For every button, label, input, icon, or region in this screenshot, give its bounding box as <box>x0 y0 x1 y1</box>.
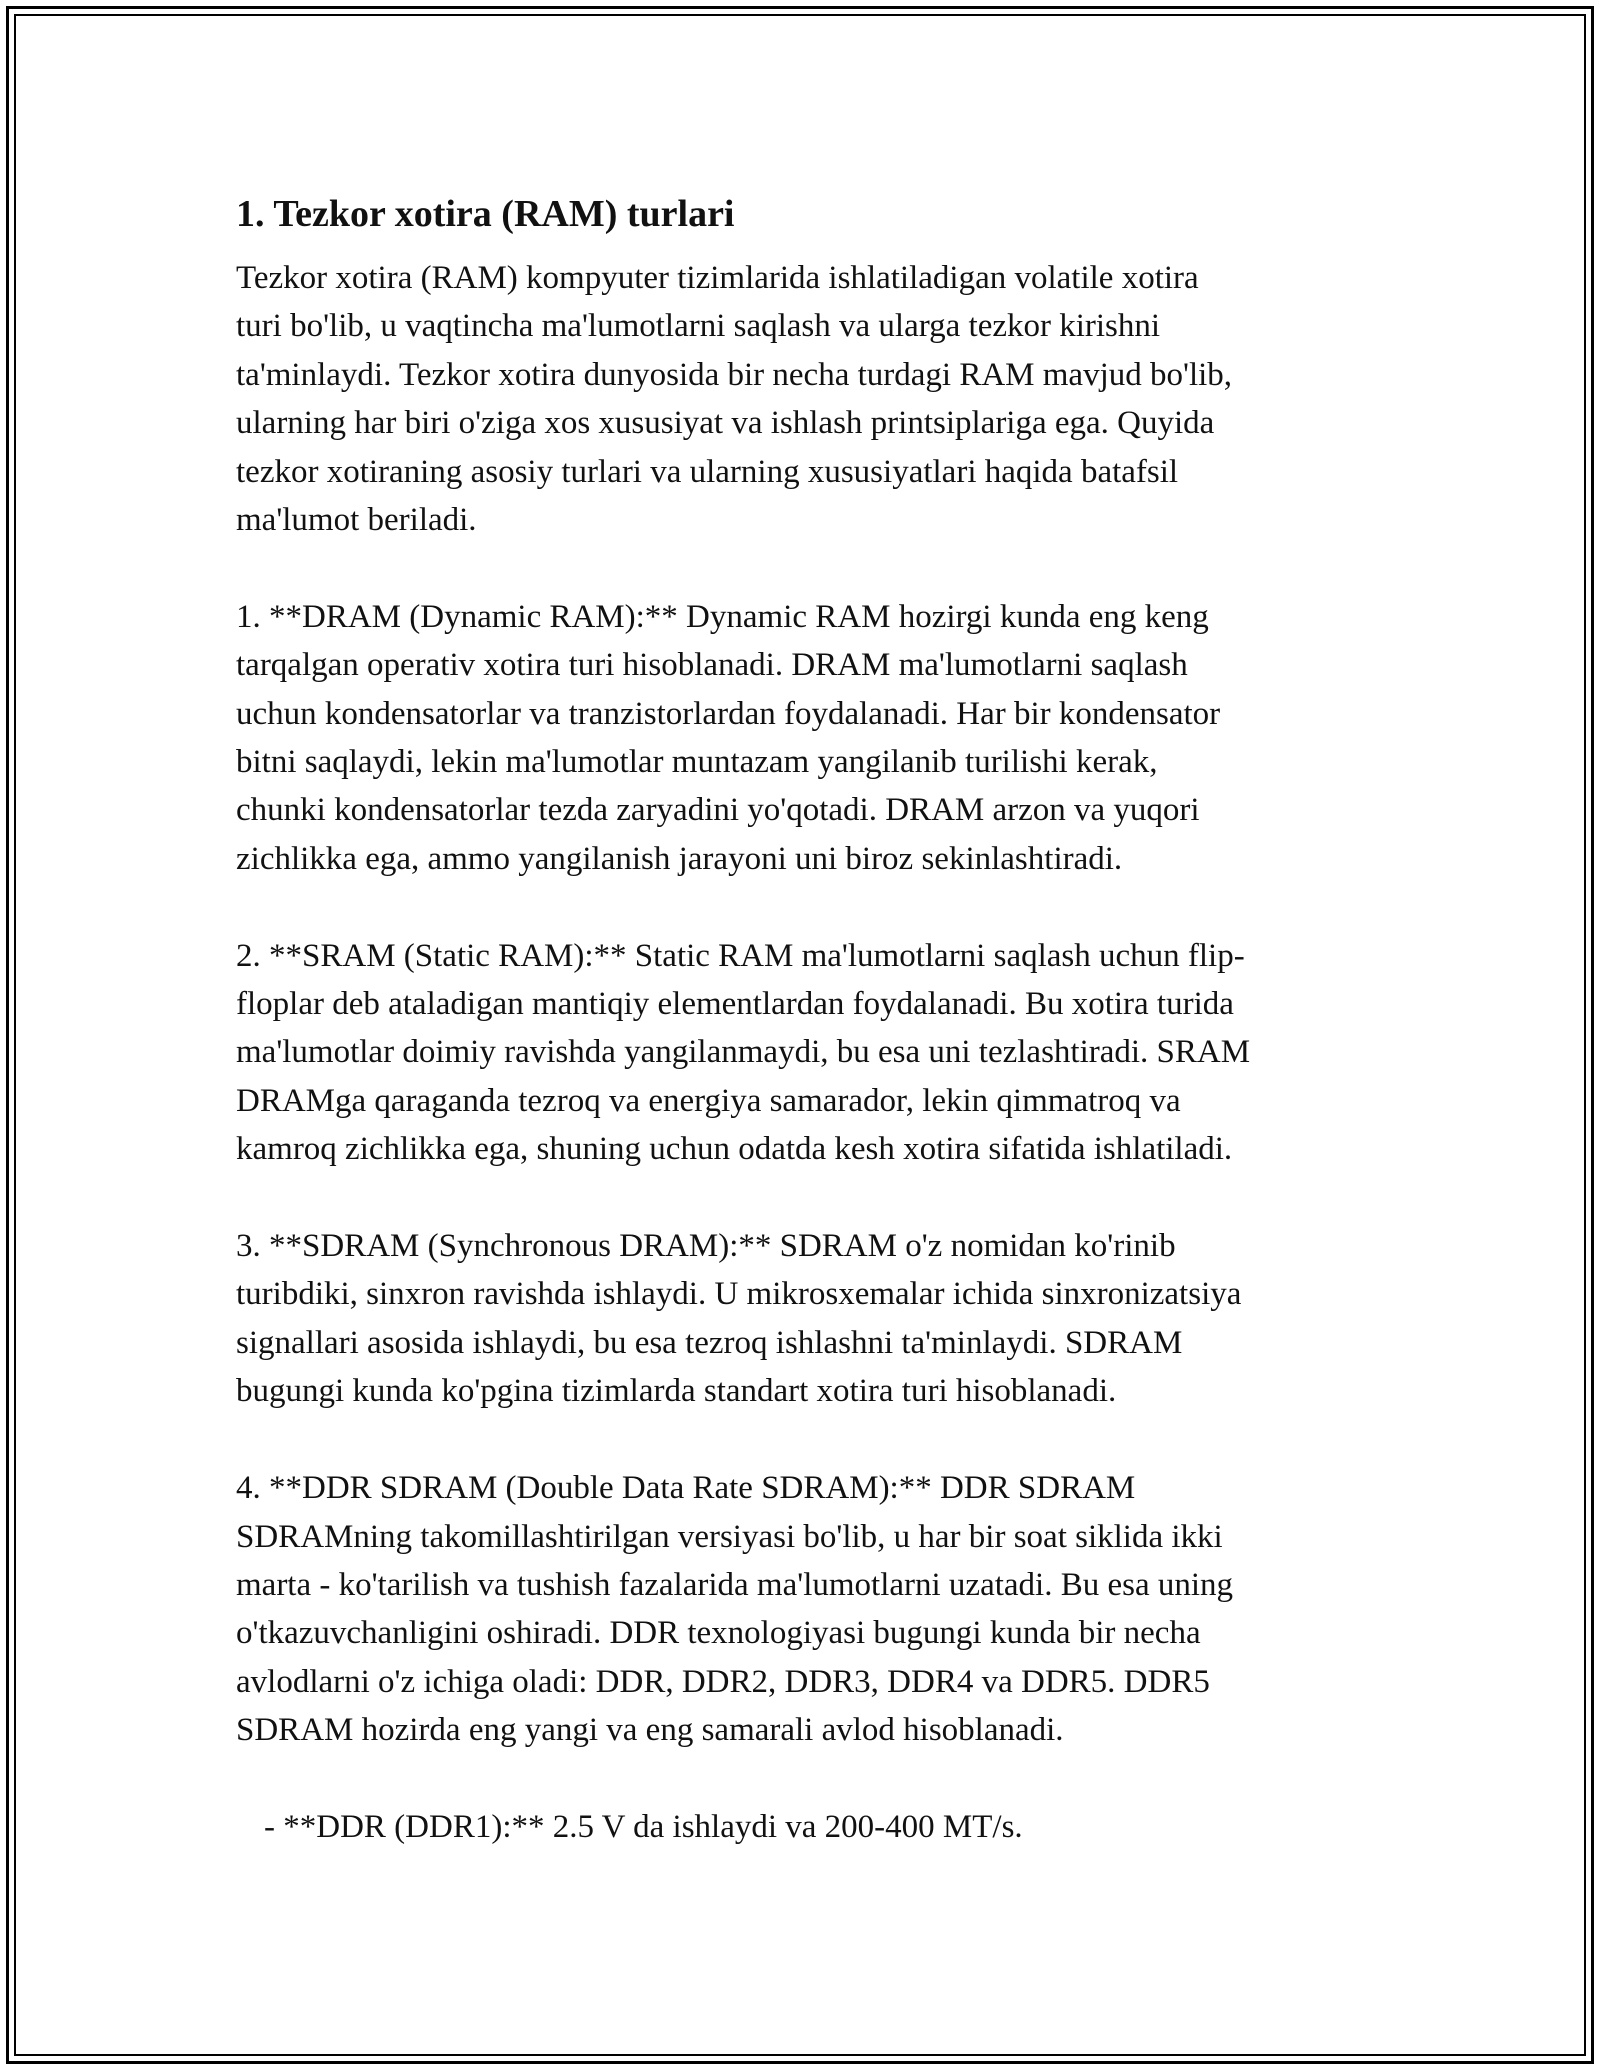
sdram-paragraph: 3. **SDRAM (Synchronous DRAM):** SDRAM o'z nomidan ko'rinib turibdiki, sinxron ravishda ishlaydi. U mikrosxemalar ichida sinxronizatsiya signallari asosida ishlaydi, bu esa tezroq ishlashni ta'minlaydi. SDRAM bugungi kunda ko'pgina tizimlarda standart xotira turi hisoblanadi. <box>236 1228 1242 1410</box>
sram-paragraph: 2. **SRAM (Static RAM):** Static RAM ma'lumotlarni saqlash uchun flip- floplar deb ataladigan mantiqiy elementlardan foydalanadi. Bu xotira turida ma'lumotlar doimiy ravishda yangilanmaydi, bu esa uni tezlashtiradi. SRAM DRAMga qaraganda tezroq va energiya samarador, lekin qimmatroq va kamroq zichlikka ega, shuning uchun odatda kesh xotira sifatida ishlatiladi. <box>236 937 1251 1168</box>
dram-paragraph: 1. **DRAM (Dynamic RAM):** Dynamic RAM hozirgi kunda eng keng tarqalgan operativ xotira turi hisoblanadi. DRAM ma'lumotlarni saqlash uchun kondensatorlar va tranzistorlardan foydalanadi. Har bir kondensator bitni saqlaydi, lekin ma'lumotlar muntazam yangilanib turilishi kerak, chunki kondensatorlar tezda zaryadini yo'qotadi. DRAM arzon va yuqori zichlikka ega, ammo yangilanish jarayoni uni biroz sekinlashtiradi. <box>236 598 1221 877</box>
document-title: 1. Tezkor xotira (RAM) turlari <box>236 193 735 235</box>
document-body <box>236 186 1366 1900</box>
ddr-sdram-paragraph: 4. **DDR SDRAM (Double Data Rate SDRAM):** DDR SDRAM SDRAMning takomillashtirilgan versiyasi bo'lib, u har bir soat siklida ikki marta - ko'tarilish va tushish fazalarida ma'lumotlarni uzatadi. Bu esa uning o'tkazuvchanligini oshiradi. DDR texnologiyasi bugungi kunda bir necha avlodlarni o'z ichiga oladi: DDR, DDR2, DDR3, DDR4 va DDR5. DDR5 SDRAM hozirda eng yangi va eng samarali avlod hisoblanadi. <box>236 1470 1234 1749</box>
ddr1-list-item: - **DDR (DDR1):** 2.5 V da ishlaydi va 200-400 MT/s. <box>264 1808 1023 1845</box>
intro-paragraph: Tezkor xotira (RAM) kompyuter tizimlarida ishlatiladigan volatile xotira turi bo'lib, u vaqtincha ma'lumotlarni saqlash va ularga tezkor kirishni ta'minlaydi. Tezkor xotira dunyosida bir necha turdagi RAM mavjud bo'lib, ularning har biri o'ziga xos xususiyat va ishlash printsiplariga ega. Quyida tezkor xotiraning asosiy turlari va ularning xususiyatlari haqida batafsil ma'lumot beriladi. <box>236 260 1233 539</box>
